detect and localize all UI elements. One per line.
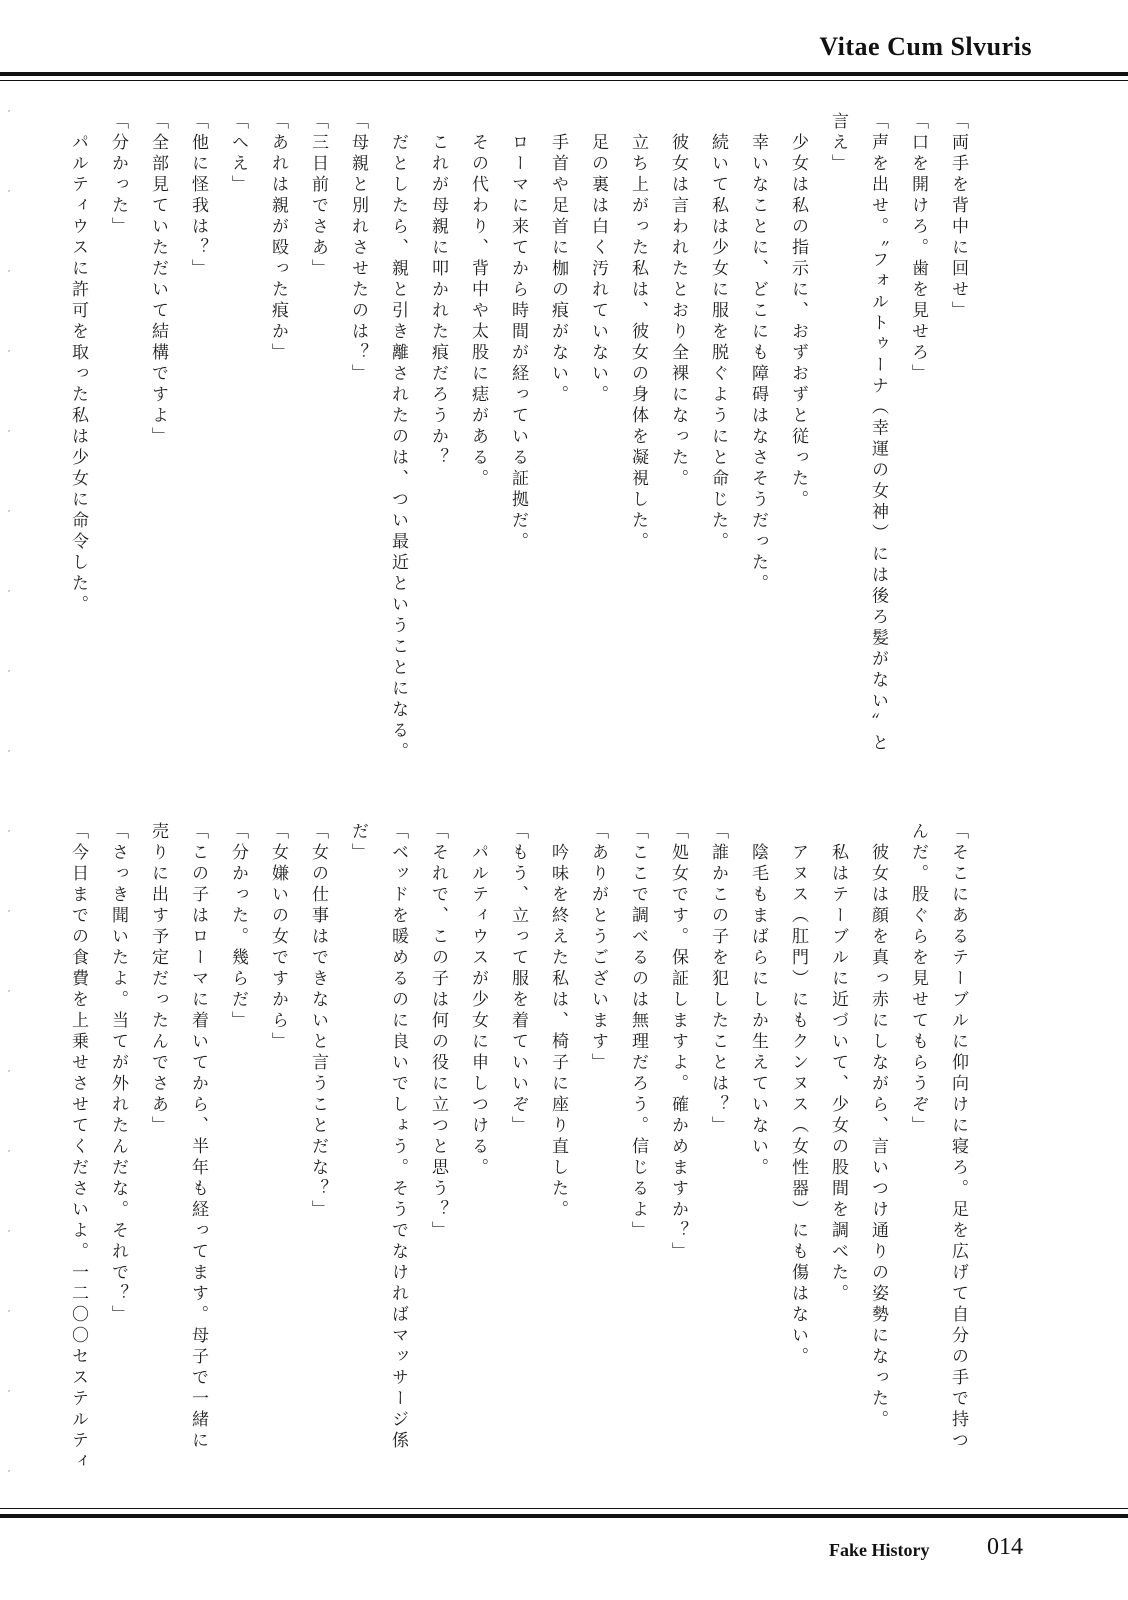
text-line: 「この子はローマに着いてから、半年も経ってます。母子で一緒に <box>188 822 208 1452</box>
page-number: 014 <box>987 1534 1023 1560</box>
text-line: 「ありがとうございます」 <box>588 822 608 1074</box>
text-line: 「ここで調べるのは無理だろう。信じるよ」 <box>628 822 648 1242</box>
text-line: 「さっき聞いたよ。当てが外れたんだな。それで？」 <box>108 822 128 1326</box>
text-line: 「あれは親が殴った痕か」 <box>268 112 288 364</box>
margin-marks <box>8 110 10 1490</box>
bottom-text-block <box>68 822 978 1482</box>
text-line: 「他に怪我は？」 <box>188 112 208 280</box>
text-line: 少女は私の指示に、おずおずと従った。 <box>788 112 808 511</box>
text-line: 「全部見ていただいて結構ですよ」 <box>148 112 168 448</box>
text-line: ローマに来てから時間が経っている証拠だ。 <box>508 112 528 553</box>
text-line: 「三日前でさあ」 <box>308 112 328 280</box>
header-title: Vitae Cum Slvuris <box>819 32 1032 61</box>
text-line: 言え」 <box>828 112 848 175</box>
text-line: 幸いなことに、どこにも障碍はなさそうだった。 <box>748 112 768 595</box>
text-line: 「もう、立って服を着ていいぞ」 <box>508 822 528 1137</box>
text-line: パルティウスが少女に申しつける。 <box>468 822 488 1179</box>
text-line: んだ。股ぐらを見せてもらうぞ」 <box>908 822 928 1137</box>
text-line: 彼女は顔を真っ赤にしながら、言いつけ通りの姿勢になった。 <box>868 822 888 1431</box>
header-rule-thin <box>0 80 1128 81</box>
text-line: だ」 <box>348 822 368 864</box>
text-line: 売りに出す予定だったんでさあ」 <box>148 822 168 1137</box>
text-line: 「両手を背中に回せ」 <box>948 112 968 322</box>
text-line: 陰毛もまばらにしか生えていない。 <box>748 822 768 1179</box>
text-line: アヌス（肛門）にもクンヌス（女性器）にも傷はない。 <box>788 822 808 1368</box>
text-line: 「それで、この子は何の役に立つと思う？」 <box>428 822 448 1242</box>
text-line: 立ち上がった私は、彼女の身体を凝視した。 <box>628 112 648 553</box>
header-rule-thick <box>0 72 1128 76</box>
text-line: 「へえ」 <box>228 112 248 196</box>
footer-rule-thick <box>0 1514 1128 1518</box>
text-line: 「ベッドを暖めるのに良いでしょう。そうでなければマッサージ係 <box>388 822 408 1452</box>
text-line: 「女の仕事はできないと言うことだな？」 <box>308 822 328 1221</box>
text-line: その代わり、背中や太股に痣がある。 <box>468 112 488 490</box>
text-line: 「分かった。幾らだ」 <box>228 822 248 1032</box>
text-line: 「誰かこの子を犯したことは？」 <box>708 822 728 1137</box>
text-line: 「女嫌いの女ですから」 <box>268 822 288 1053</box>
text-line: 「母親と別れさせたのは？」 <box>348 112 368 385</box>
text-line: 手首や足首に枷の痕がない。 <box>548 112 568 406</box>
text-line: だとしたら、親と引き離されたのは、つい最近ということになる。 <box>388 112 408 763</box>
text-line: 「口を開けろ。歯を見せろ」 <box>908 112 928 385</box>
top-text-block <box>68 112 978 763</box>
text-line: 彼女は言われたとおり全裸になった。 <box>668 112 688 490</box>
text-line: 続いて私は少女に服を脱ぐようにと命じた。 <box>708 112 728 553</box>
text-line: パルティウスに許可を取った私は少女に命令した。 <box>68 112 88 616</box>
footer-rule-thin <box>0 1508 1128 1509</box>
text-line: 「声を出せ。〝フォルトゥーナ（幸運の女神）には後ろ髪がない〟と <box>868 112 888 755</box>
text-line: 「処女です。保証しますよ。確かめますか？」 <box>668 822 688 1263</box>
text-line: 「そこにあるテーブルに仰向けに寝ろ。足を広げて自分の手で持つ <box>948 822 968 1452</box>
text-line: これが母親に叩かれた痕だろうか？ <box>428 112 448 469</box>
text-line: 「今日までの食費を上乗せさせてくださいよ。一二〇〇セステルティ <box>68 822 88 1473</box>
footer-title: Fake History <box>829 1540 930 1560</box>
text-line: 「分かった」 <box>108 112 128 238</box>
text-line: 吟味を終えた私は、椅子に座り直した。 <box>548 822 568 1221</box>
text-line: 足の裏は白く汚れていない。 <box>588 112 608 406</box>
text-line: 私はテーブルに近づいて、少女の股間を調べた。 <box>828 822 848 1305</box>
